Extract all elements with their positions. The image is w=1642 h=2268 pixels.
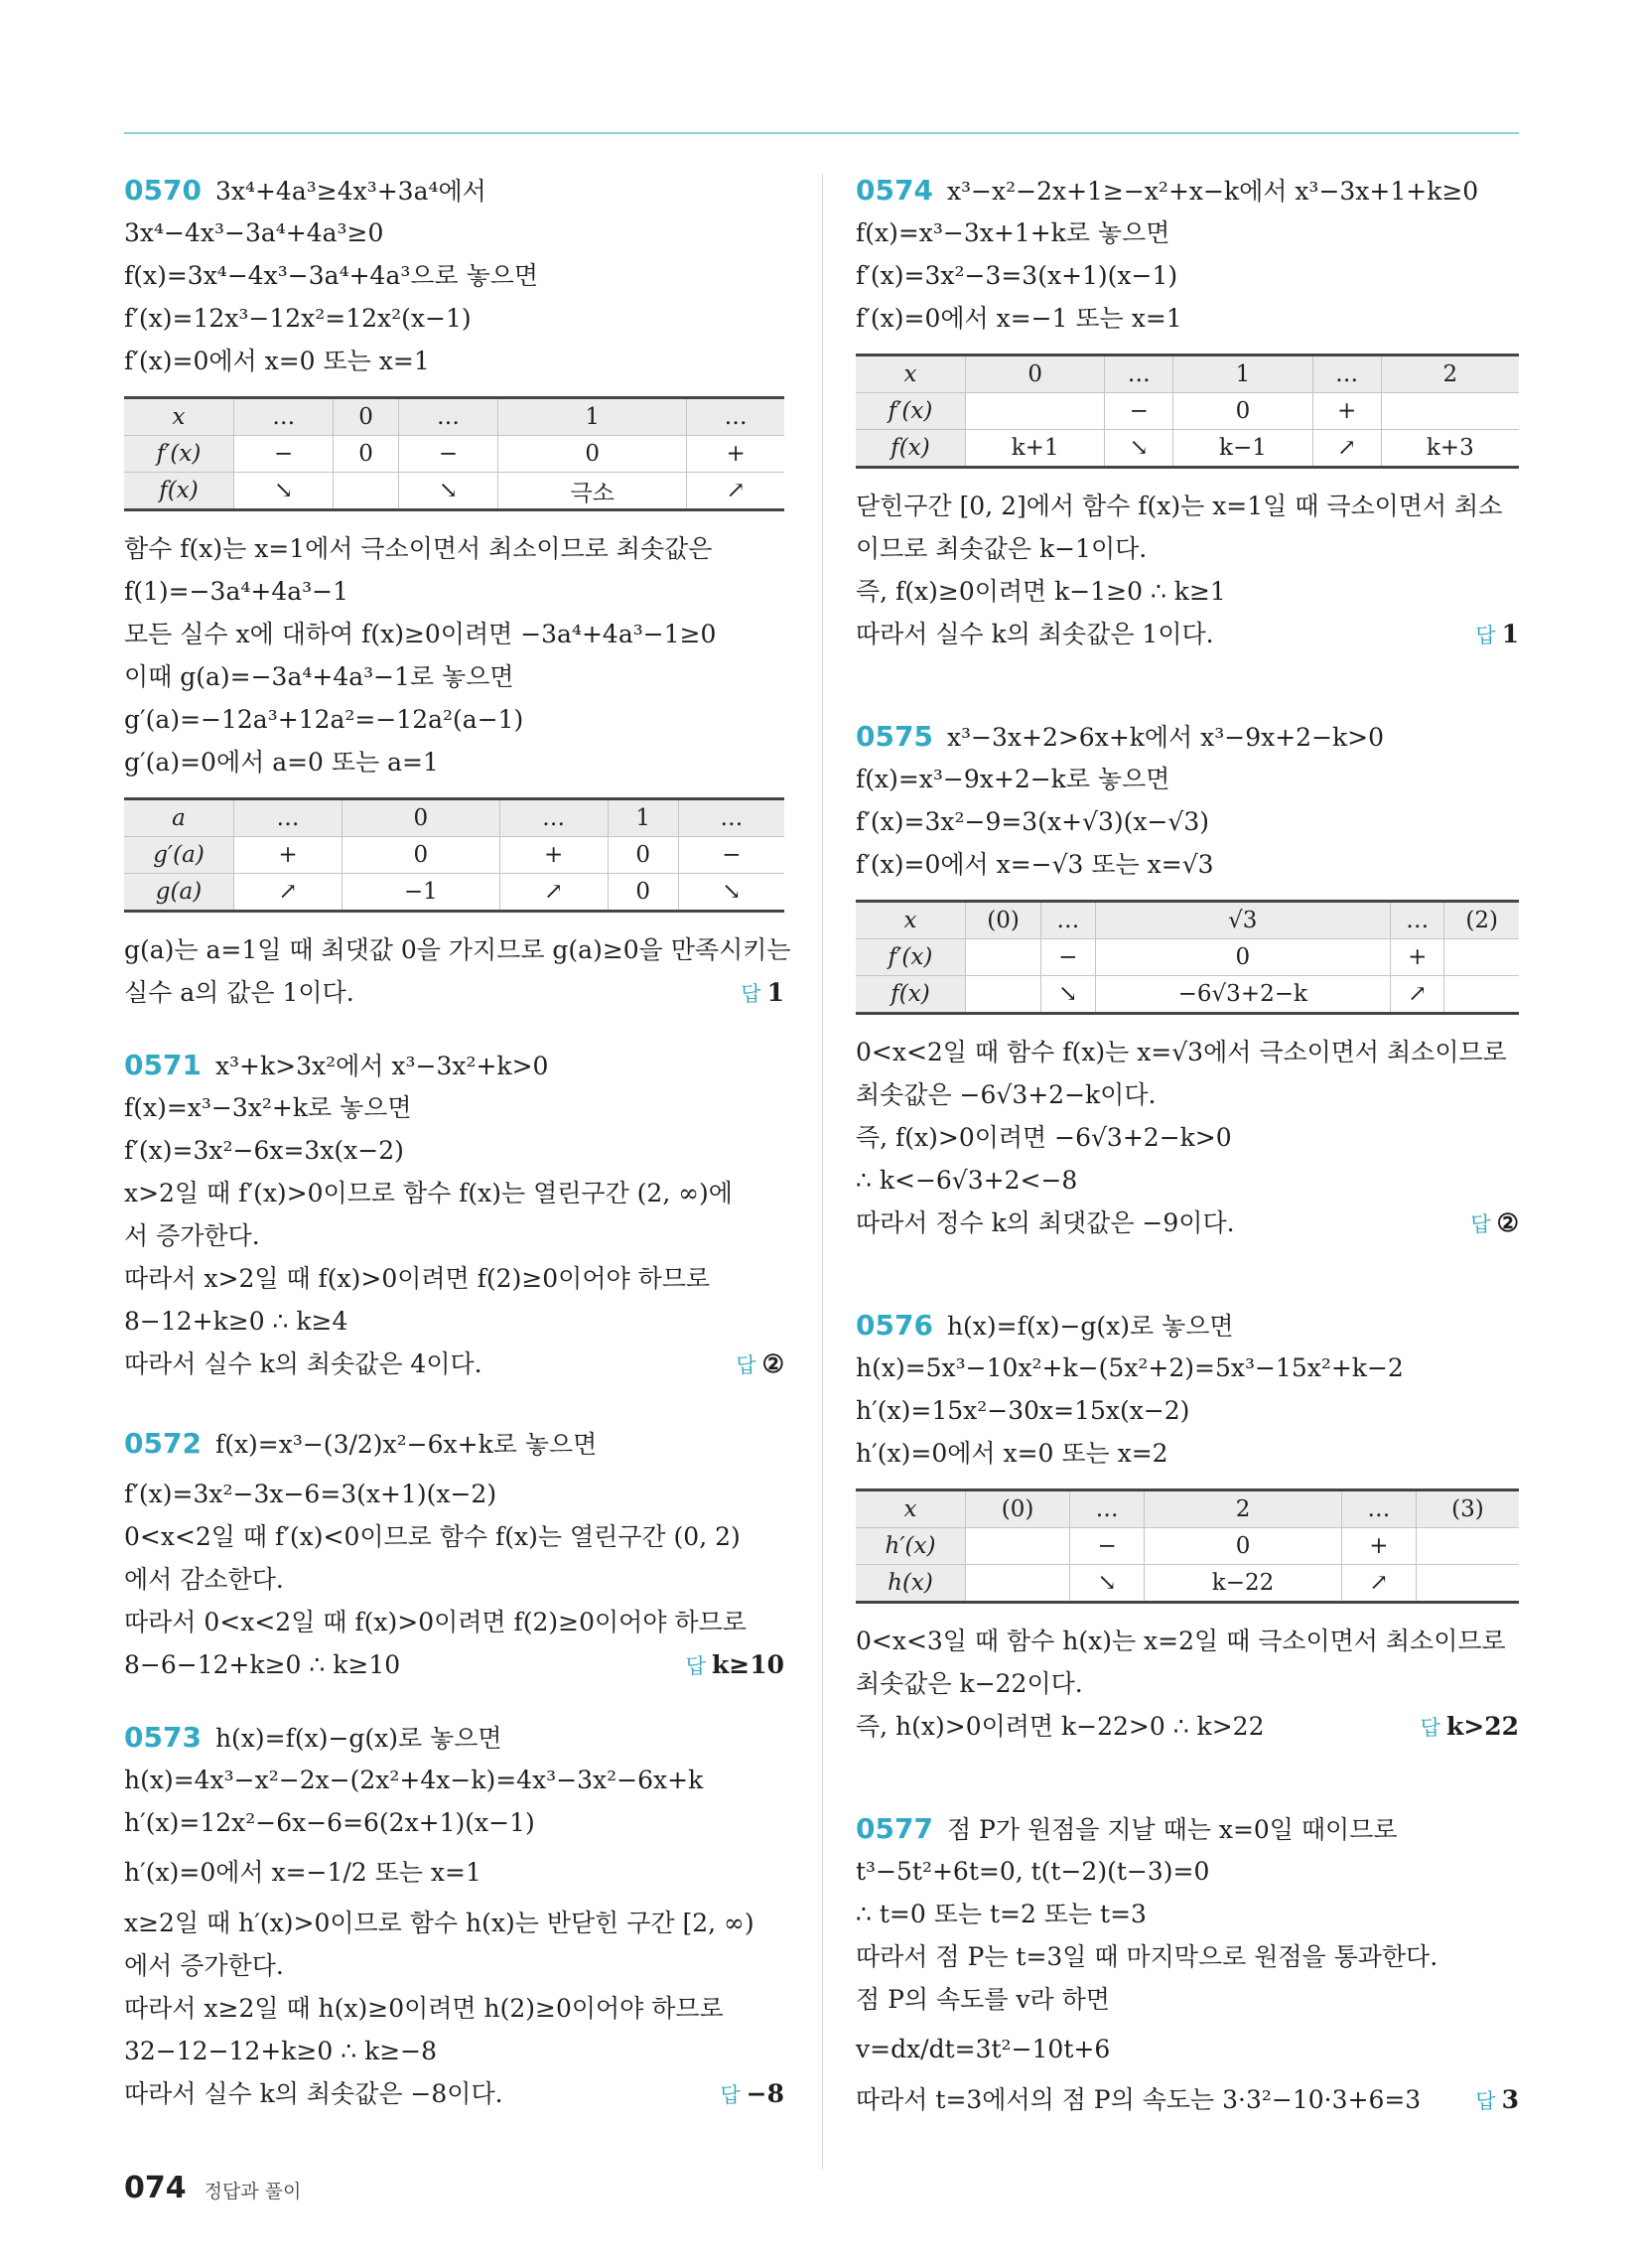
solution-line: f(x)=3x⁴−4x³−3a⁴+4a³으로 놓으면 <box>124 261 539 290</box>
table-cell: … <box>1070 1490 1145 1528</box>
problem-number: 0575 <box>856 720 933 753</box>
increase-decrease-table <box>124 396 784 511</box>
table-cell: ↗ <box>687 473 784 510</box>
table-cell: f′(x) <box>856 393 966 430</box>
solution-line: 에서 증가한다. <box>124 1951 284 1980</box>
table-cell: 1 <box>1173 355 1312 393</box>
answer <box>1470 1202 1519 1246</box>
solution-line: h(x)=f(x)−g(x)로 놓으면 <box>214 1724 502 1753</box>
table-cell: h(x) <box>856 1565 966 1603</box>
table-cell: f′(x) <box>856 939 966 976</box>
problem-0574 <box>856 169 1519 655</box>
solution-line: g′(a)=−12a³+12a²=−12a²(a−1) <box>124 705 524 734</box>
answer-value: k≥10 <box>711 1650 784 1679</box>
problem-0572 <box>124 1415 784 1686</box>
table-cell: … <box>234 799 342 837</box>
table-cell: … <box>687 398 784 436</box>
table-cell: 0 <box>608 837 678 874</box>
solution-line: t³−5t²+6t=0, t(t−2)(t−3)=0 <box>856 1857 1210 1886</box>
solution-line: 따라서 실수 k의 최솟값은 −8이다. <box>124 2079 503 2108</box>
right-column <box>856 169 1519 2151</box>
table-cell: ↘ <box>1070 1565 1145 1603</box>
answer <box>1475 2078 1519 2123</box>
table-cell: ↘ <box>234 473 334 510</box>
solution-line: 따라서 점 P는 t=3일 때 마지막으로 원점을 통과한다. <box>856 1942 1438 1971</box>
problem-0573 <box>124 1716 784 2115</box>
solution-line: x³+k>3x²에서 x³−3x²+k>0 <box>214 1052 549 1080</box>
problem-number: 0571 <box>124 1049 202 1081</box>
table-cell: − <box>398 436 497 473</box>
table-cell: h′(x) <box>856 1528 966 1565</box>
table-cell <box>1444 939 1519 976</box>
table-cell: 2 <box>1381 355 1519 393</box>
solution-line: 실수 a의 값은 1이다. <box>124 978 354 1007</box>
answer <box>686 1643 784 1688</box>
solution-line: 최솟값은 −6√3+2−k이다. <box>856 1080 1157 1109</box>
solution-line: g′(a)=0에서 a=0 또는 a=1 <box>124 748 439 777</box>
table-cell <box>334 473 398 510</box>
problem-0570 <box>124 169 791 1014</box>
solution-line: h(x)=4x³−x²−2x−(2x²+4x−k)=4x³−3x²−6x+k <box>124 1766 704 1794</box>
table-cell: a <box>124 799 234 837</box>
answer-value: 1 <box>766 978 784 1007</box>
answer-value: k>22 <box>1445 1712 1519 1741</box>
solution-line: x³−x²−2x+1≥−x²+x−k에서 x³−3x+1+k≥0 <box>946 177 1479 206</box>
solution-line: x≥2일 때 h′(x)>0이므로 함수 h(x)는 반닫힌 구간 [2, ∞) <box>124 1909 754 1937</box>
table-cell <box>966 1528 1070 1565</box>
table-cell: 0 <box>966 355 1105 393</box>
problem-number: 0576 <box>856 1309 933 1342</box>
solution-line: f(x)=x³−3x+1+k로 놓으면 <box>856 218 1170 247</box>
answer-label: 답 <box>1475 2089 1496 2113</box>
solution-line: h(x)=f(x)−g(x)로 놓으면 <box>946 1312 1234 1341</box>
table-cell: k+1 <box>966 430 1105 468</box>
solution-line: g(a)는 a=1일 때 최댓값 0을 가지므로 g(a)≥0을 만족시키는 <box>124 935 791 964</box>
solution-line: f′(x)=3x²−3=3(x+1)(x−1) <box>856 261 1178 290</box>
table-cell: 2 <box>1145 1490 1342 1528</box>
table-cell <box>1416 1528 1519 1565</box>
table-cell: f(x) <box>856 430 966 468</box>
column-divider <box>822 174 823 2170</box>
table-cell: ↘ <box>1041 976 1095 1014</box>
table-cell: 0 <box>498 436 687 473</box>
page-number: 074 <box>124 2171 187 2205</box>
solution-line: 이므로 최솟값은 k−1이다. <box>856 534 1148 563</box>
solution-line: 점 P의 속도를 v라 하면 <box>856 1985 1110 2014</box>
table-cell: … <box>1312 355 1381 393</box>
answer <box>1421 1705 1519 1750</box>
table-cell: 0 <box>1095 939 1391 976</box>
solution-line: 에서 감소한다. <box>124 1565 284 1594</box>
answer-value: 1 <box>1501 620 1519 648</box>
increase-decrease-table <box>856 354 1519 469</box>
solution-line: 32−12−12+k≥0 ∴ k≥−8 <box>124 2037 438 2065</box>
table-cell: … <box>234 398 334 436</box>
table-cell <box>966 976 1041 1014</box>
table-cell: (0) <box>966 1490 1070 1528</box>
table-cell: 0 <box>342 837 500 874</box>
table-cell: + <box>687 436 784 473</box>
table-cell: x <box>856 355 966 393</box>
solution-line: ∴ k<−6√3+2<−8 <box>856 1166 1078 1195</box>
table-cell: … <box>678 799 784 837</box>
answer-value: 3 <box>1501 2085 1519 2114</box>
table-cell: … <box>1105 355 1173 393</box>
table-cell: − <box>678 837 784 874</box>
answer-value: ② <box>761 1349 784 1378</box>
table-cell: ↗ <box>234 874 342 912</box>
solution-line: f(x)=x³−(3/2)x²−6x+k로 놓으면 <box>214 1430 598 1459</box>
left-column <box>124 169 791 2145</box>
table-cell: k−1 <box>1173 430 1312 468</box>
table-cell: k−22 <box>1145 1565 1342 1603</box>
solution-line: 이때 g(a)=−3a⁴+4a³−1로 놓으면 <box>124 662 514 691</box>
table-cell: + <box>499 837 608 874</box>
solution-line: 3x⁴+4a³≥4x³+3a⁴에서 <box>214 177 486 206</box>
solution-line: 따라서 정수 k의 최댓값은 −9이다. <box>856 1208 1235 1237</box>
table-cell: 0 <box>334 436 398 473</box>
table-cell: −1 <box>342 874 500 912</box>
table-cell: 극소 <box>498 473 687 510</box>
solution-line: f(x)=x³−3x²+k로 놓으면 <box>124 1093 412 1122</box>
table-cell: … <box>1391 902 1444 939</box>
solution-line: h′(x)=0에서 x=−1/2 또는 x=1 <box>124 1858 481 1887</box>
solution-line: 8−12+k≥0 ∴ k≥4 <box>124 1307 348 1336</box>
table-cell: 0 <box>334 398 398 436</box>
table-cell: (3) <box>1416 1490 1519 1528</box>
solution-line: 즉, h(x)>0이려면 k−22>0 ∴ k>22 <box>856 1712 1265 1741</box>
answer <box>736 1343 784 1387</box>
table-cell: f(x) <box>124 473 234 510</box>
solution-line: 따라서 0<x<2일 때 f(x)>0이려면 f(2)≥0이어야 하므로 <box>124 1608 747 1636</box>
answer-value: −8 <box>746 2079 784 2108</box>
problem-number: 0570 <box>124 174 202 207</box>
solution-line: 따라서 x>2일 때 f(x)>0이려면 f(2)≥0이어야 하므로 <box>124 1264 711 1293</box>
answer-label: 답 <box>736 1353 756 1377</box>
table-cell: f(x) <box>856 976 966 1014</box>
table-cell: … <box>1341 1490 1416 1528</box>
solution-line: 함수 f(x)는 x=1에서 극소이면서 최소이므로 최솟값은 <box>124 534 713 563</box>
solution-line: 3x⁴−4x³−3a⁴+4a³≥0 <box>124 218 384 247</box>
table-cell: 1 <box>498 398 687 436</box>
table-cell: + <box>234 837 342 874</box>
solution-line: f′(x)=3x²−9=3(x+√3)(x−√3) <box>856 807 1209 836</box>
table-cell: ↗ <box>1312 430 1381 468</box>
solution-line: f(x)=x³−9x+2−k로 놓으면 <box>856 765 1170 793</box>
solution-line: f′(x)=0에서 x=−√3 또는 x=√3 <box>856 850 1214 879</box>
solution-line: 서 증가한다. <box>124 1221 260 1250</box>
answer-value: ② <box>1496 1208 1519 1237</box>
problem-number: 0572 <box>124 1427 202 1460</box>
table-cell <box>966 939 1041 976</box>
table-cell: k+3 <box>1381 430 1519 468</box>
solution-line: f′(x)=3x²−6x=3x(x−2) <box>124 1136 404 1165</box>
table-cell: ↘ <box>678 874 784 912</box>
table-cell <box>1444 976 1519 1014</box>
solution-line: h′(x)=15x²−30x=15x(x−2) <box>856 1396 1190 1425</box>
solution-line: 0<x<3일 때 함수 h(x)는 x=2일 때 극소이면서 최소이므로 <box>856 1627 1506 1655</box>
table-cell: ↗ <box>1391 976 1444 1014</box>
answer-label: 답 <box>720 2083 741 2107</box>
problem-0576 <box>856 1304 1519 1748</box>
solution-line: 점 P가 원점을 지날 때는 x=0일 때이므로 <box>946 1815 1398 1844</box>
problem-0577 <box>856 1807 1519 2121</box>
answer <box>741 971 784 1016</box>
table-cell: 0 <box>608 874 678 912</box>
page-label: 정답과 풀이 <box>204 2181 302 2202</box>
solution-line: 8−6−12+k≥0 ∴ k≥10 <box>124 1650 401 1679</box>
solution-line: f′(x)=3x²−3x−6=3(x+1)(x−2) <box>124 1480 497 1508</box>
table-cell: ↗ <box>1341 1565 1416 1603</box>
table-cell: … <box>1041 902 1095 939</box>
table-cell: (0) <box>966 902 1041 939</box>
solution-line: 모든 실수 x에 대하여 f(x)≥0이려면 −3a⁴+4a³−1≥0 <box>124 620 717 648</box>
table-cell: − <box>1041 939 1095 976</box>
table-cell: g(a) <box>124 874 234 912</box>
table-cell: x <box>124 398 234 436</box>
answer <box>1475 613 1519 657</box>
table-cell: − <box>1070 1528 1145 1565</box>
table-cell: … <box>499 799 608 837</box>
solution-line: 즉, f(x)>0이려면 −6√3+2−k>0 <box>856 1123 1232 1152</box>
solution-line: 최솟값은 k−22이다. <box>856 1669 1083 1698</box>
solution-line: x³−3x+2>6x+k에서 x³−9x+2−k>0 <box>946 723 1385 752</box>
table-cell: ↘ <box>398 473 497 510</box>
solution-line: h′(x)=0에서 x=0 또는 x=2 <box>856 1439 1168 1468</box>
solution-line: h′(x)=12x²−6x−6=6(2x+1)(x−1) <box>124 1808 535 1837</box>
solution-line: 따라서 실수 k의 최솟값은 1이다. <box>856 620 1214 648</box>
solution-line: f′(x)=0에서 x=−1 또는 x=1 <box>856 304 1182 333</box>
solution-line: 0<x<2일 때 함수 f(x)는 x=√3에서 극소이면서 최소이므로 <box>856 1038 1507 1066</box>
solution-line: x>2일 때 f′(x)>0이므로 함수 f(x)는 열린구간 (2, ∞)에 <box>124 1179 733 1207</box>
solution-line: 0<x<2일 때 f′(x)<0이므로 함수 f(x)는 열린구간 (0, 2) <box>124 1522 741 1551</box>
solution-line: v=dx/dt=3t²−10t+6 <box>856 2035 1111 2063</box>
solution-line: 따라서 x≥2일 때 h(x)≥0이려면 h(2)≥0이어야 하므로 <box>124 1994 724 2023</box>
problem-number: 0574 <box>856 174 933 207</box>
solution-line: 따라서 실수 k의 최솟값은 4이다. <box>124 1349 482 1378</box>
page-footer <box>124 2169 301 2208</box>
answer-label: 답 <box>1475 624 1496 647</box>
table-cell: −6√3+2−k <box>1095 976 1391 1014</box>
table-cell: x <box>856 902 966 939</box>
answer-label: 답 <box>1420 1716 1440 1740</box>
solution-line: 닫힌구간 [0, 2]에서 함수 f(x)는 x=1일 때 극소이면서 최소 <box>856 492 1503 520</box>
table-cell: g′(a) <box>124 837 234 874</box>
table-cell: + <box>1312 393 1381 430</box>
problem-number: 0577 <box>856 1812 933 1845</box>
table-cell: 1 <box>608 799 678 837</box>
problem-number: 0573 <box>124 1721 202 1754</box>
solution-line: ∴ t=0 또는 t=2 또는 t=3 <box>856 1900 1147 1928</box>
solution-line: f′(x)=12x³−12x²=12x²(x−1) <box>124 304 472 333</box>
table-cell: 0 <box>1145 1528 1342 1565</box>
answer-label: 답 <box>685 1654 706 1678</box>
table-cell <box>1381 393 1519 430</box>
table-cell <box>1416 1565 1519 1603</box>
answer-label: 답 <box>1470 1212 1491 1236</box>
table-cell: 0 <box>342 799 500 837</box>
table-cell <box>966 1565 1070 1603</box>
table-cell: − <box>1105 393 1173 430</box>
table-cell: + <box>1341 1528 1416 1565</box>
table-cell: − <box>234 436 334 473</box>
table-cell: f′(x) <box>124 436 234 473</box>
table-cell <box>966 393 1105 430</box>
table-cell: (2) <box>1444 902 1519 939</box>
table-cell: ↗ <box>499 874 608 912</box>
table-cell: + <box>1391 939 1444 976</box>
solution-line: h(x)=5x³−10x²+k−(5x²+2)=5x³−15x²+k−2 <box>856 1353 1404 1382</box>
header-rule <box>124 132 1519 134</box>
table-cell: x <box>856 1490 966 1528</box>
solution-line: f′(x)=0에서 x=0 또는 x=1 <box>124 347 430 375</box>
solution-line: f(1)=−3a⁴+4a³−1 <box>124 577 349 606</box>
table-cell: √3 <box>1095 902 1391 939</box>
answer-label: 답 <box>741 982 761 1006</box>
problem-0575 <box>856 715 1519 1244</box>
increase-decrease-table <box>124 797 784 913</box>
table-cell: … <box>398 398 497 436</box>
increase-decrease-table <box>856 900 1519 1015</box>
answer <box>720 2072 784 2117</box>
problem-0571 <box>124 1044 784 1385</box>
solution-line: 즉, f(x)≥0이려면 k−1≥0 ∴ k≥1 <box>856 577 1226 606</box>
table-cell: 0 <box>1173 393 1312 430</box>
solution-line: 따라서 t=3에서의 점 P의 속도는 3·3²−10·3+6=3 <box>856 2085 1422 2114</box>
increase-decrease-table <box>856 1488 1519 1604</box>
table-cell: ↘ <box>1105 430 1173 468</box>
